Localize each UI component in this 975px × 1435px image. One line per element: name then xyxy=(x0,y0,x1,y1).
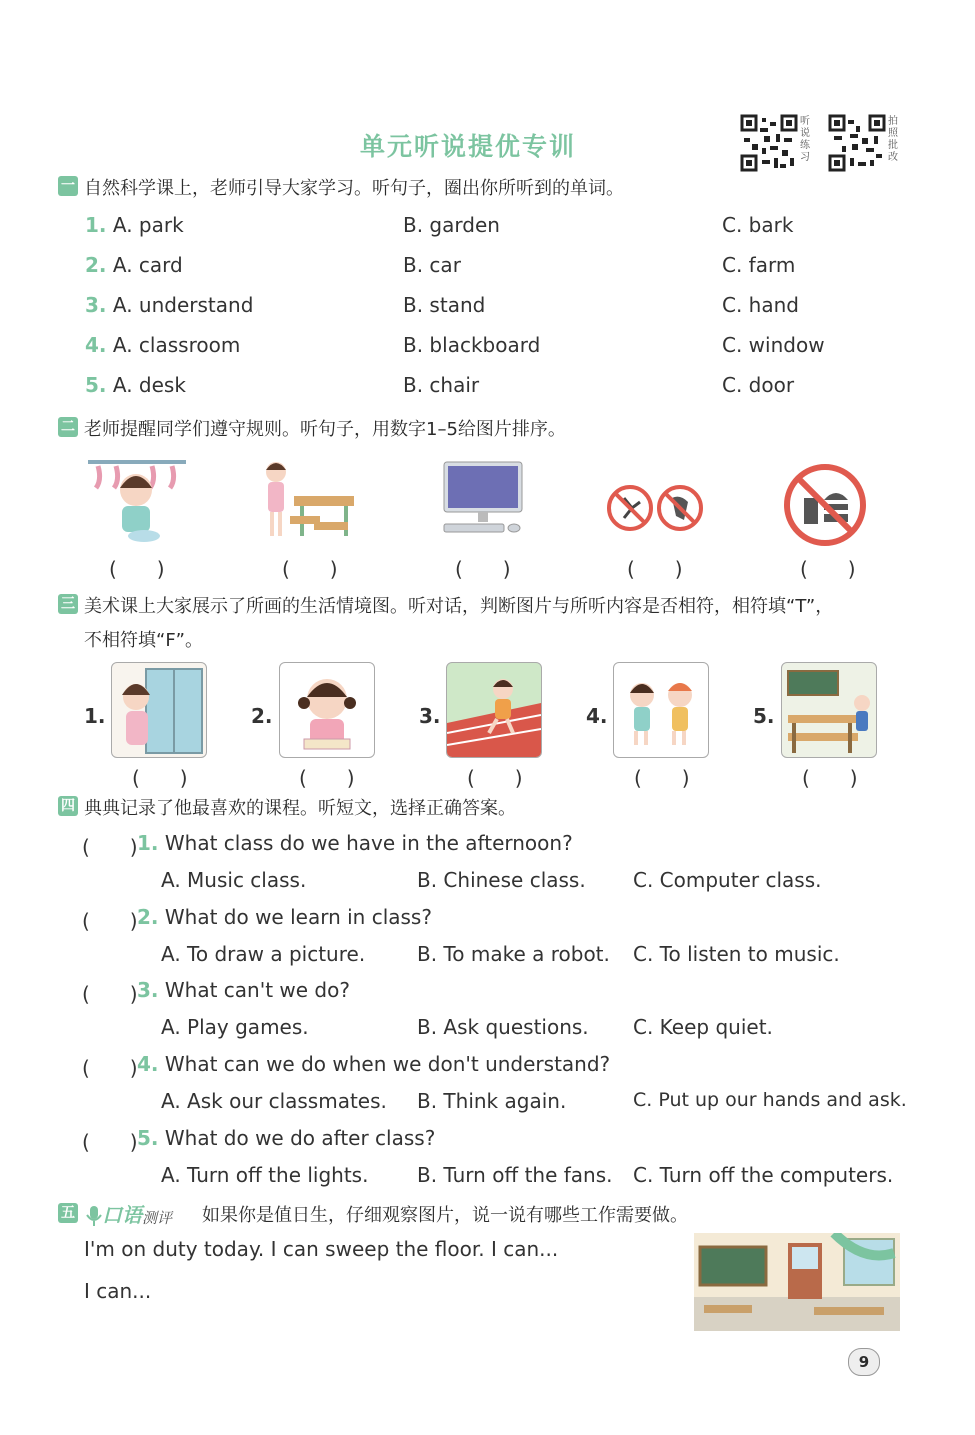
section2-badge: 二 xyxy=(58,417,78,437)
picture-label: 2. xyxy=(251,704,273,728)
answer-blank[interactable]: ( ) xyxy=(109,557,165,581)
question-text: What do we learn in class? xyxy=(164,905,432,929)
answer-blank[interactable]: ( ) xyxy=(132,766,188,790)
option-c[interactable]: C. Turn off the computers. xyxy=(633,1163,894,1187)
answer-blank[interactable]: ( ) xyxy=(802,766,858,790)
option-b[interactable]: B. car xyxy=(403,253,461,277)
option-a[interactable]: A. Music class. xyxy=(161,868,307,892)
option-c[interactable]: C. farm xyxy=(722,253,796,277)
question-number: 5. xyxy=(137,1126,159,1150)
option-a[interactable]: A. Turn off the lights. xyxy=(161,1163,369,1187)
option-a[interactable]: A. park xyxy=(112,213,184,237)
computer-picture xyxy=(440,460,526,536)
item-number: 4. xyxy=(85,333,107,357)
answer-blank[interactable]: ( ) xyxy=(467,766,523,790)
speaking-tag-sub: 测评 xyxy=(142,1209,173,1227)
section1-badge: 一 xyxy=(58,176,78,196)
option-b[interactable]: B. To make a robot. xyxy=(417,942,610,966)
option-c[interactable]: C. Keep quiet. xyxy=(633,1015,773,1039)
qr-code-icon xyxy=(740,114,798,172)
arranging-desks-picture xyxy=(254,456,364,548)
qr2-label: 拍照批改 xyxy=(888,116,898,163)
speaking-line1: I'm on duty today. I can sweep the floor. I can... xyxy=(84,1237,559,1261)
answer-paren[interactable]: ( ) xyxy=(82,1130,138,1154)
answer-blank[interactable]: ( ) xyxy=(800,557,856,581)
no-food-sign xyxy=(782,462,868,548)
question xyxy=(137,831,573,855)
option-c[interactable]: C. Put up our hands and ask. xyxy=(633,1089,907,1111)
question-number: 2. xyxy=(137,905,159,929)
picture-label: 1. xyxy=(84,704,106,728)
picture-running xyxy=(446,662,542,758)
section3-instruction-line1: 美术课上大家展示了所画的生活情境图。听对话，判断图片与所听内容是否相符，相符填“T”， xyxy=(84,596,834,617)
item-number: 3. xyxy=(85,293,107,317)
picture-label: 4. xyxy=(586,704,608,728)
answer-blank[interactable]: ( ) xyxy=(299,766,355,790)
section2-instruction: 老师提醒同学们遵守规则。听句子，用数字1–5给图片排序。 xyxy=(84,419,566,440)
question-number: 4. xyxy=(137,1052,159,1076)
option-b[interactable]: B. garden xyxy=(403,213,500,237)
picture-label: 3. xyxy=(419,704,441,728)
section1-instruction: 自然科学课上，老师引导大家学习。听句子，圈出你所听到的单词。 xyxy=(84,178,624,199)
answer-blank[interactable]: ( ) xyxy=(634,766,690,790)
classroom-desks-icon xyxy=(782,663,876,757)
list-item xyxy=(85,293,253,317)
qr-code-listening[interactable] xyxy=(740,114,798,176)
list-item xyxy=(85,213,184,237)
answer-blank[interactable]: ( ) xyxy=(627,557,683,581)
picture-label: 5. xyxy=(753,704,775,728)
question-text: What can't we do? xyxy=(164,978,350,1002)
option-a[interactable]: A. classroom xyxy=(112,333,241,357)
item-number: 2. xyxy=(85,253,107,277)
answer-paren[interactable]: ( ) xyxy=(82,835,138,859)
question-text: What can we do when we don't understand? xyxy=(164,1052,611,1076)
section3-instruction-line2: 不相符填“F”。 xyxy=(84,630,204,651)
section5-badge: 五 xyxy=(58,1203,78,1223)
answer-paren[interactable]: ( ) xyxy=(82,909,138,933)
speaking-tag xyxy=(86,1199,172,1228)
option-b[interactable]: B. Chinese class. xyxy=(417,868,586,892)
option-c[interactable]: C. bark xyxy=(722,213,794,237)
picture-two-kids xyxy=(613,662,709,758)
picture-window xyxy=(111,662,207,758)
section3-badge: 三 xyxy=(58,594,78,614)
list-item xyxy=(85,253,183,277)
question xyxy=(137,1052,610,1076)
answer-blank[interactable]: ( ) xyxy=(455,557,511,581)
question xyxy=(137,978,350,1002)
qr-code-icon xyxy=(828,114,886,172)
two-kids-talking-icon xyxy=(614,663,708,757)
question-text: What do we do after class? xyxy=(164,1126,436,1150)
question-number: 1. xyxy=(137,831,159,855)
list-item xyxy=(85,333,240,357)
section5-instruction: 如果你是值日生，仔细观察图片，说一说有哪些工作需要做。 xyxy=(202,1205,688,1226)
option-a[interactable]: A. Play games. xyxy=(161,1015,309,1039)
picture-writing xyxy=(279,662,375,758)
qr-code-photo[interactable] xyxy=(828,114,886,176)
page-number: 9 xyxy=(848,1348,880,1376)
option-c[interactable]: C. door xyxy=(722,373,795,397)
option-a[interactable]: A. Ask our classmates. xyxy=(161,1089,387,1113)
speaking-tag-label: 口语 xyxy=(102,1203,142,1227)
option-b[interactable]: B. stand xyxy=(403,293,486,317)
question-text: What class do we have in the afternoon? xyxy=(164,831,573,855)
qr1-label: 听说练习 xyxy=(800,116,810,163)
section4-badge: 四 xyxy=(58,796,78,816)
option-b[interactable]: B. Think again. xyxy=(417,1089,567,1113)
option-b[interactable]: B. Ask questions. xyxy=(417,1015,589,1039)
option-b[interactable]: B. Turn off the fans. xyxy=(417,1163,613,1187)
option-c[interactable]: C. window xyxy=(722,333,825,357)
girl-running-icon xyxy=(447,663,541,757)
item-number: 5. xyxy=(85,373,107,397)
section4-instruction: 典典记录了他最喜欢的课程。听短文，选择正确答案。 xyxy=(84,798,516,819)
girl-cleaning-window-icon xyxy=(112,663,206,757)
speaking-line2: I can... xyxy=(84,1279,152,1303)
page-title: 单元听说提优专训 xyxy=(360,132,577,161)
option-a[interactable]: A. To draw a picture. xyxy=(161,942,366,966)
option-a[interactable]: A. card xyxy=(112,253,183,277)
option-a[interactable]: A. understand xyxy=(112,293,254,317)
answer-paren[interactable]: ( ) xyxy=(82,1056,138,1080)
option-c[interactable]: C. To listen to music. xyxy=(633,942,840,966)
girl-writing-icon xyxy=(280,663,374,757)
answer-blank[interactable]: ( ) xyxy=(282,557,338,581)
washing-hands-picture xyxy=(86,456,188,548)
option-b[interactable]: B. blackboard xyxy=(403,333,541,357)
item-number: 1. xyxy=(85,213,107,237)
option-b[interactable]: B. chair xyxy=(403,373,480,397)
option-c[interactable]: C. Computer class. xyxy=(633,868,822,892)
question-number: 3. xyxy=(137,978,159,1002)
no-running-no-spitting-signs xyxy=(606,484,704,532)
question xyxy=(137,905,432,929)
microphone-icon xyxy=(86,1204,102,1228)
option-a[interactable]: A. desk xyxy=(112,373,186,397)
answer-paren[interactable]: ( ) xyxy=(82,982,138,1006)
classroom-duty-picture xyxy=(694,1233,900,1331)
picture-classroom xyxy=(781,662,877,758)
list-item xyxy=(85,373,186,397)
question xyxy=(137,1126,435,1150)
option-c[interactable]: C. hand xyxy=(722,293,799,317)
